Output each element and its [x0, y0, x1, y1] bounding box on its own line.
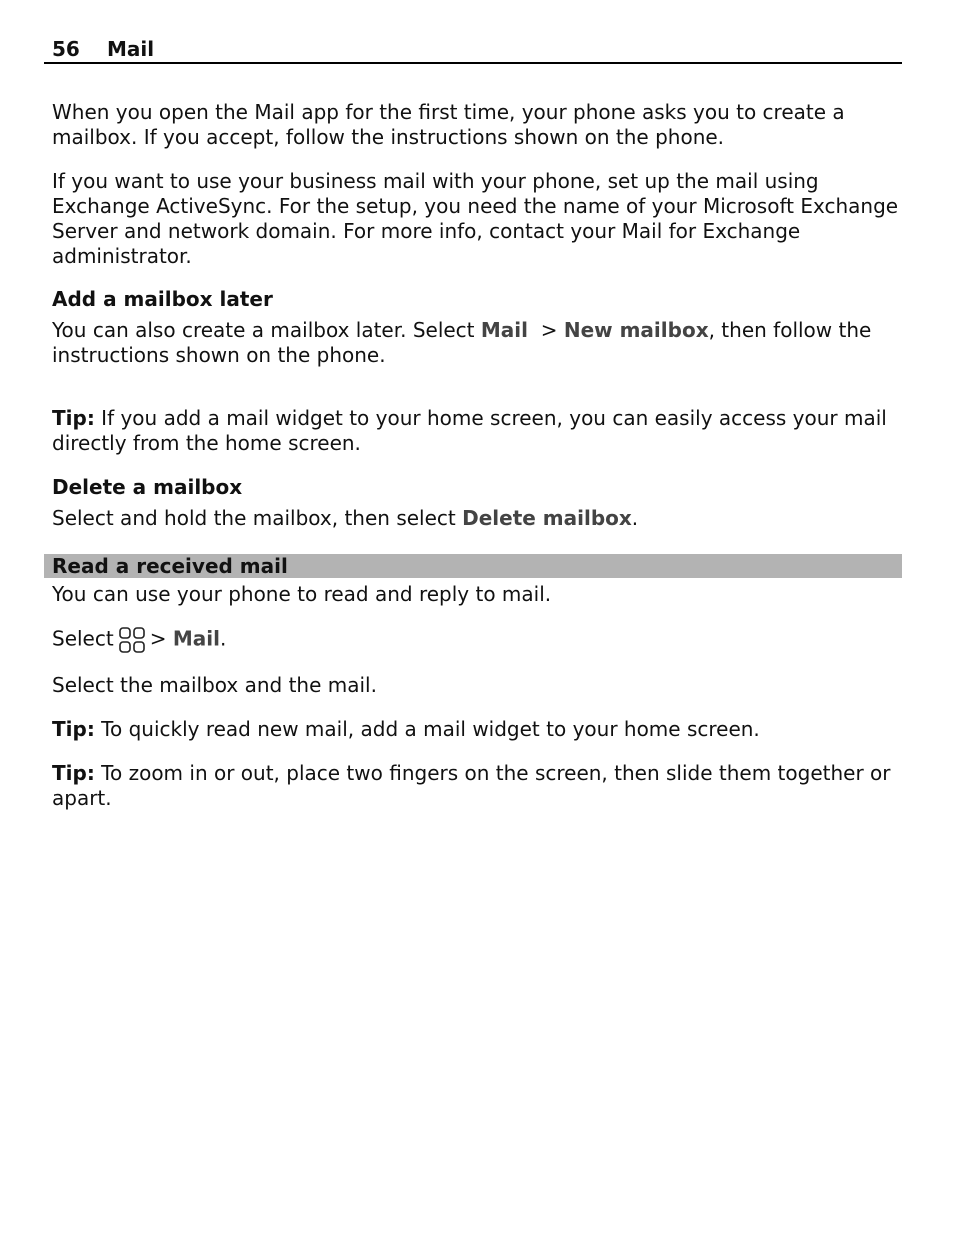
apps-menu-icon [118, 626, 146, 654]
tip-text: If you add a mail widget to your home screen, you can easily access your mail directly from the home screen. [52, 406, 887, 455]
text-fragment: . [631, 506, 639, 530]
select-mail-instruction [52, 626, 900, 654]
read-paragraph-1: You can use your phone to read and reply to mail. [52, 582, 552, 606]
text-fragment: , then follow the instructions shown on the phone. [52, 318, 872, 367]
separator: > [528, 318, 564, 342]
chapter-title: Mail [107, 37, 155, 61]
tip-text: To zoom in or out, place two fingers on the screen, then slide them together or apart. [52, 761, 891, 810]
tip-label: Tip: [52, 761, 95, 785]
tip-label: Tip: [52, 406, 95, 430]
tip-text: To quickly read new mail, add a mail widget to your home screen. [94, 717, 760, 741]
text-fragment: Select [52, 626, 114, 651]
tip-paragraph-2 [52, 717, 900, 742]
tip-label: Tip: [52, 717, 95, 741]
intro-paragraph-2: If you want to use your business mail with your phone, set up the mail using Exchange ActiveSync. For the setup, you need the name of your Microsoft Exchange Server and network domain. For more info, contact your Mail for Exchange administrator. [52, 169, 899, 268]
page-number: 56 [52, 37, 80, 61]
delete-mailbox-heading: Delete a mailbox [52, 475, 243, 499]
intro-paragraph-1: When you open the Mail app for the first time, your phone asks you to create a mailbox. If you accept, follow the instructions shown on the phone. [52, 100, 845, 149]
text-fragment: You can also create a mailbox later. Select [52, 318, 481, 342]
read-received-mail-heading: Read a received mail [52, 554, 288, 578]
ui-delete-mailbox-label: Delete mailbox [462, 506, 632, 530]
tip-paragraph-3 [52, 761, 900, 811]
ui-mail-label: Mail [172, 626, 220, 651]
section-heading-bar [44, 554, 902, 578]
page-header [44, 36, 902, 64]
add-mailbox-later-text [52, 318, 900, 368]
delete-mailbox-text [52, 506, 900, 531]
ui-new-mailbox-label: New mailbox [563, 318, 709, 342]
read-paragraph-3: Select the mailbox and the mail. [52, 673, 377, 697]
tip-paragraph-1 [52, 406, 900, 456]
separator: > [149, 626, 173, 651]
add-mailbox-later-heading: Add a mailbox later [52, 287, 273, 311]
ui-mail-label: Mail [480, 318, 528, 342]
main-content [52, 100, 900, 531]
text-fragment: . [219, 626, 227, 651]
read-section-content [52, 582, 900, 830]
text-fragment: Select and hold the mailbox, then select [52, 506, 463, 530]
